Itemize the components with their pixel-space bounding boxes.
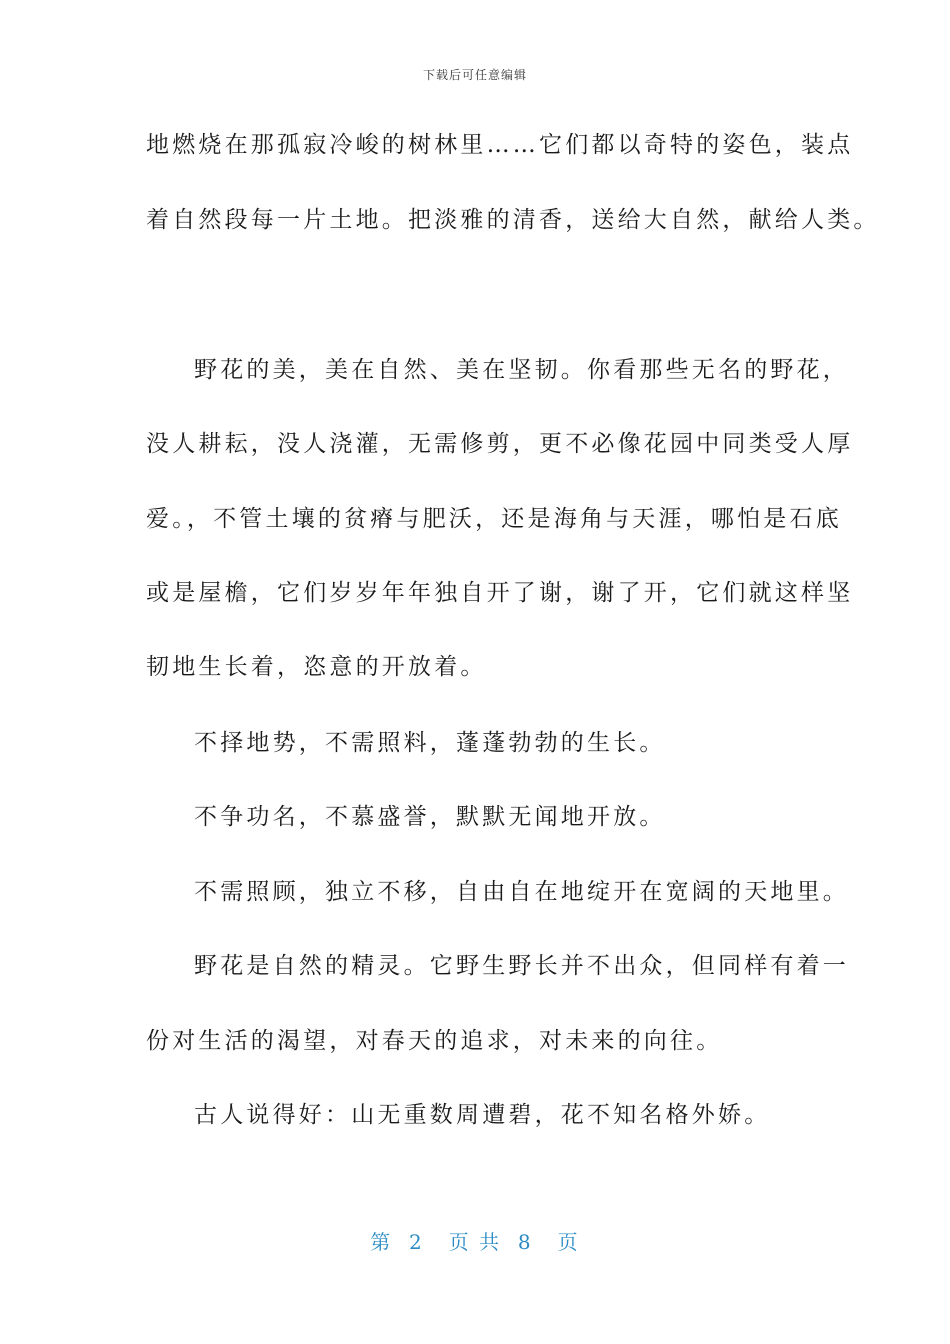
paragraph-line: 或是屋檐，它们岁岁年年独自开了谢，谢了开，它们就这样坚 bbox=[146, 580, 854, 606]
paragraph-line: 韧地生长着，恣意的开放着。 bbox=[146, 654, 487, 680]
paragraph-line: 不需照顾，独立不移，自由自在地绽开在宽阔的天地里。 bbox=[194, 879, 849, 905]
paragraph-line: 不争功名，不慕盛誉，默默无闻地开放。 bbox=[194, 804, 666, 830]
paragraph-line: 地燃烧在那孤寂冷峻的树林里……它们都以奇特的姿色，装点 bbox=[146, 132, 854, 158]
paragraph-line: 野花是自然的精灵。它野生野长并不出众，但同样有着一 bbox=[194, 953, 849, 979]
paragraph-line: 着自然段每一片土地。把淡雅的清香，送给大自然，献给人类。 bbox=[146, 207, 880, 233]
paragraph-line: 爱。，不管土壤的贫瘠与肥沃，还是海角与天涯，哪怕是石底 bbox=[146, 506, 842, 532]
page-number-footer: 第 2 页 共 8 页 bbox=[370, 1230, 580, 1254]
paragraph-line: 野花的美，美在自然、美在坚韧。你看那些无名的野花， bbox=[194, 357, 849, 383]
paragraph-line: 不择地势，不需照料，蓬蓬勃勃的生长。 bbox=[194, 730, 666, 756]
paragraph-line: 没人耕耘，没人浇灌，无需修剪，更不必像花园中同类受人厚 bbox=[146, 431, 854, 457]
page-header-note: 下载后可任意编辑 bbox=[422, 68, 527, 82]
paragraph-line: 古人说得好：山无重数周遭碧，花不知名格外娇。 bbox=[194, 1102, 771, 1128]
paragraph-line: 份对生活的渴望，对春天的追求，对未来的向往。 bbox=[146, 1028, 723, 1054]
